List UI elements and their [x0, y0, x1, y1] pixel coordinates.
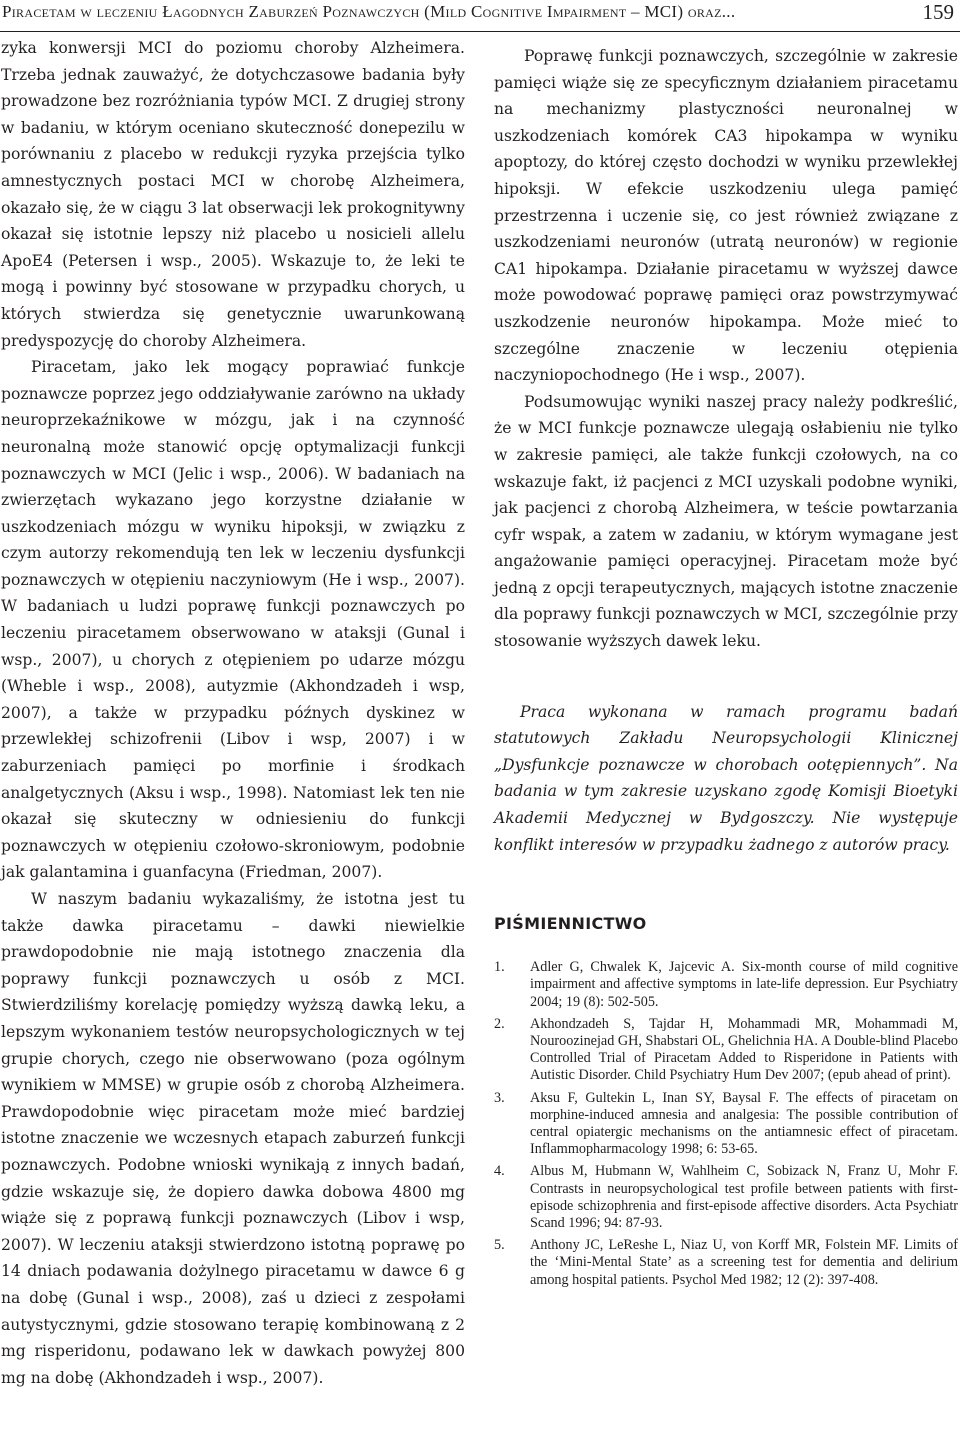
- reference-item: [494, 1163, 958, 1232]
- reference-text: Albus M, Hubmann W, Wahlheim C, Sobizack N, Franz U, Mohr F. Contrasts in neuropsychological test profile between patients with first-episode schizophrenia and first-episode affective disorders. Acta Psychiatr Scand 1996; 94: 87-93.: [530, 1163, 958, 1232]
- reference-item: [494, 1090, 958, 1159]
- left-column: [1, 35, 465, 1391]
- reference-list: [494, 959, 958, 1289]
- body-paragraph: zyka konwersji MCI do poziomu choroby Alzheimera. Trzeba jednak zauważyć, że dotychczasowe badania były prowadzone bez rozróżniania typów MCI. Z drugiej strony w badaniu, w którym oceniano skuteczność donepezilu w porównaniu z placebo w redukcji ryzyka przejścia tylko amnestycznych postaci MCI w chorobę Alzheimera, okazało się, że w ciągu 3 lat obserwacji lek prokognitywny okazał się istotnie lepszy niż placebo u nosicieli allelu ApoE4 (Petersen i wsp., 2005). Wskazuje to, że leki te mogą i powinny być stosowane w przypadku chorych, u których stwierdza się genetycznie uwarunkowaną predyspozycję do choroby Alzheimera.: [1, 39, 465, 350]
- reference-item: [494, 1016, 958, 1085]
- reference-text: Anthony JC, LeReshe L, Niaz U, von Korff MR, Folstein MF. Limits of the ‘Mini-Mental State’ as a screening test for dementia and delirium among hospital patients. Psychol Med 1982; 12 (2): 397-408.: [530, 1237, 958, 1288]
- references-heading: PIŚMIENNICTWO: [494, 914, 647, 934]
- running-header: [0, 0, 960, 36]
- reference-number: 4.: [494, 1163, 505, 1180]
- body-paragraph: Piracetam, jako lek mogący poprawiać funkcje poznawcze poprzez jego oddziaływanie zarówno na układy neuroprzekaźnikowe w mózgu, jak i na czynność neuronalną może stanowić opcję optymalizacji funkcji poznawczych w MCI (Jelic i wsp., 2006). W badaniach na zwierzętach wykazano jego korzystne działanie w uszkodzeniach mózgu w wyniku hipoksji, w związku z czym autorzy rekomendują ten lek w leczeniu dysfunkcji poznawczych w otępieniu naczyniowym (He i wsp., 2007). W badaniach u ludzi poprawę funkcji poznawczych po leczeniu piracetamem obserwowano w ataksji (Gunal i wsp., 2007), u chorych z otępieniem po udarze mózgu (Wheble i wsp., 2008), autyzmie (Akhondzadeh i wsp, 2007), a także w przypadku późnych dyskinez w przewlekłej schizofrenii (Libov i wsp, 2007) i w zaburzeniach pamięci po morfinie i środkach analgetycznych (Aksu i wsp., 1998). Natomiast lek ten nie okazał się skuteczny w odniesieniu do funkcji poznawczych w otępieniu czołowo-skroniowym, podobnie jak galantamina i guanfacyna (Friedman, 2007).: [1, 358, 465, 882]
- body-paragraph: Podsumowując wyniki naszej pracy należy podkreślić, że w MCI funkcje poznawcze ulegają osłabieniu nie tylko w zakresie pamięci, ale także funkcji czołowych, na co wskazuje fakt, iż pacjenci z MCI uzyskali podobne wyniki, jak pacjenci z chorobą Alzheimera, w teście powtarzania cyfr wspak, a zatem w zadaniu, w którym wymagane jest angażowanie pamięci operacyjnej. Piracetam może być jedną z opcji terapeutycznych, mających istotne znaczenie dla poprawy funkcji poznawczych w MCI, szczególnie przy stosowanie wyższych dawek leku.: [494, 392, 958, 651]
- reference-number: 5.: [494, 1237, 505, 1254]
- reference-number: 2.: [494, 1015, 505, 1032]
- header-rule: [0, 31, 960, 32]
- funding-note: Praca wykonana w ramach programu badań statutowych Zakładu Neuropsychologii Klinicznej „Dysfunkcje poznawcze w chorobach ootępiennych”. Na badania w tym zakresie uzyskano zgodę Komisji Bioetyki Akademii Medycznej w Bydgoszczy. Nie występuje konflikt interesów w przypadku żadnego z autorów pracy.: [494, 702, 958, 854]
- reference-number: 1.: [494, 959, 505, 976]
- reference-text: Adler G, Chwalek K, Jajcevic A. Six-month course of mild cognitive impairment and affective symptoms in late-life depression. Eur Psychiatry 2004; 19 (8): 502-505.: [530, 959, 958, 1010]
- reference-number: 3.: [494, 1089, 505, 1106]
- reference-item: [494, 1237, 958, 1289]
- body-paragraph: Poprawę funkcji poznawczych, szczególnie w zakresie pamięci wiąże się ze specyficznym działaniem piracetamu na mechanizmy plastyczności neuronalnej w uszkodzeniach komórek CA3 hipokampa w wyniku apoptozy, do której często dochodzi w wyniku przewlekłej hipoksji. W efekcie uszkodzeniu ulega pamięć przestrzenna i uczenie się, co jest również związane z uszkodzeniami neuronów (utratą neuronów) w regionie CA1 hipokampa. Działanie piracetamu w wyższej dawce może powodować poprawę pamięci oraz powstrzymywać uszkodzenie neuronów hipokampa. Może mieć to szczególne znaczenie w leczeniu otępienia naczyniopochodnego (He i wsp., 2007).: [494, 47, 958, 385]
- running-title: Piracetam w leczeniu Łagodnych Zaburzeń Poznawczych (Mild Cognitive Impairment – MCI) oraz...: [2, 2, 736, 21]
- reference-item: [494, 959, 958, 1011]
- right-column: [494, 43, 958, 1294]
- page-number: 159: [922, 0, 954, 24]
- reference-text: Akhondzadeh S, Tajdar H, Mohammadi MR, Mohammadi M, Nouroozinejad GH, Shabstari OL, Ghelichnia HA. A Double-blind Placebo Controlled Trial of Piracetam Added to Risperidone in Patients with Autistic Disorder. Child Psychiatry Hum Dev 2007; (epub ahead of print).: [530, 1015, 958, 1084]
- body-paragraph: W naszym badaniu wykazaliśmy, że istotna jest tu także dawka piracetamu – dawki niewielkie prawdopodobnie nie mają istotnego znaczenia dla poprawy funkcji poznawczych u osób z MCI. Stwierdziliśmy korelację pomiędzy wyższą dawką leku, a lepszym wykonaniem testów neuropsychologicznych w tej grupie chorych, czego nie obserwowano (poza ogólnym wynikiem w MMSE) w grupie osób z chorobą Alzheimera. Prawdopodobnie więc piracetam może mieć bardziej istotne znaczenie we wczesnych etapach zaburzeń funkcji poznawczych. Podobne wnioski wynikają z innych badań, gdzie wskazuje się, że dopiero dawka dobowa 4800 mg wiąże się z poprawą funkcji poznawczych (Libov i wsp, 2007). W leczeniu ataksji stwierdzono istotną poprawę po 14 dniach podawania dożylnego piracetamu w dawce 6 g na dobę (Gunal i wsp., 2008), zaś u dzieci z zespołami autystycznymi, gdzie stosowano terapię kombinowaną z 2 mg risperidonu, podawano lek w dawkach powyżej 800 mg na dobę (Akhondzadeh i wsp., 2007).: [1, 890, 465, 1387]
- reference-text: Aksu F, Gultekin L, Inan SY, Baysal F. The effects of piracetam on morphine-induced amnesia and analgesia: The possible contribution of central opiatergic mechanisms on the antiamnesic effect of piracetam. Inflammopharmacology 1998; 6: 53-65.: [530, 1089, 958, 1158]
